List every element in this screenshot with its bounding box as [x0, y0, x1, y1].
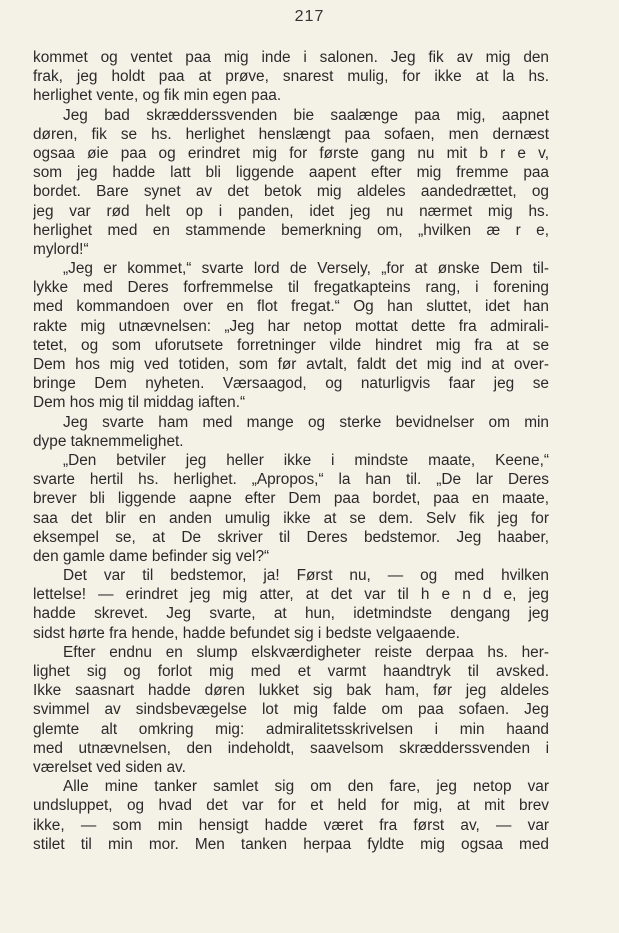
text-line: Efter endnu en slump elskværdigheter reiste derpaa hs. her-: [63, 643, 549, 661]
text-line: saa det blir en anden umulig ikke at se dem. Selv fik jeg for: [33, 509, 549, 527]
text-line: bringe Dem nyheten. Værsaagod, og naturligvis faar jeg se: [33, 375, 549, 393]
text-line: med kommandoen over en flot fregat.“ Og han sluttet, idet han: [33, 298, 549, 316]
text-line: den gamle dame befinder sig vel?“: [33, 547, 270, 565]
text-line: tetet, og som uforutsete forretninger vilde hindret mig fra at se: [33, 336, 549, 354]
text-line: mylord!“: [33, 240, 89, 258]
text-line: rakte mig utnævnelsen: „Jeg har netop mottat dette fra admirali-: [33, 317, 549, 335]
text-line: herlighet vente, og fik min egen paa.: [33, 87, 282, 105]
body-text: [33, 48, 549, 854]
text-line: bordet. Bare synet av det betok mig aldeles aandedrættet, og: [33, 183, 549, 201]
text-line: brever bli liggende aapne efter Dem paa bordet, paa en maate,: [33, 490, 549, 508]
text-line: lighet sig og forlot mig med et varmt haandtryk til avsked.: [33, 663, 549, 680]
text-line: værelset ved siden av.: [33, 758, 186, 776]
text-line: jeg var rød helt op i panden, idet jeg nu nærmet mig hs.: [33, 202, 549, 220]
text-line: kommet og ventet paa mig inde i salonen. Jeg fik av mig den: [33, 49, 549, 66]
text-line: hadde skrevet. Jeg svarte, at hun, idetmindste dengang jeg: [33, 605, 549, 623]
text-line: Jeg bad skrædderssvenden bie saalænge paa mig, aapnet: [63, 106, 549, 124]
text-line: „Den betviler jeg heller ikke i mindste maate, Keene,“: [63, 451, 549, 469]
text-line: herlighet med en stammende bemerkning om, „hvilken æ r e,: [33, 221, 549, 239]
text-line: ogsaa øie paa og erindret mig for første gang nu mit b r e v,: [33, 144, 549, 162]
text-line: frak, jeg holdt paa at prøve, snarest mulig, for ikke at la hs.: [33, 68, 549, 86]
text-line: stilet til min mor. Men tanken herpaa fyldte mig ogsaa med: [33, 835, 549, 853]
text-line: Dem hos mig ved totiden, som før avtalt, faldt det mig ind at over-: [33, 356, 549, 373]
text-line: lettelse! — erindret jeg mig atter, at det var til h e n d e, jeg: [33, 586, 549, 604]
page-number: 217: [294, 8, 325, 25]
text-line: svarte hertil hs. herlighet. „Apropos,“ la han til. „De lar Deres: [33, 471, 549, 489]
text-line: lykke med Deres forfremmelse til fregatkapteins rang, i forening: [33, 279, 549, 297]
text-line: undsluppet, og hvad det var for et held for mig, at mit brev: [33, 797, 549, 815]
text-line: som jeg hadde latt bli liggende aapent efter mig fremme paa: [33, 164, 549, 182]
text-line: dype taknemmelighet.: [33, 432, 184, 450]
text-line: Ikke saasnart hadde døren lukket sig bak ham, før jeg aldeles: [33, 682, 549, 700]
text-line: Jeg svarte ham med mange og sterke bevidnelser om min: [63, 413, 549, 431]
text-line: sidst hørte fra hende, hadde befundet sig i bedste velgaaende.: [33, 624, 460, 642]
text-line: „Jeg er kommet,“ svarte lord de Versely, „for at ønske Dem til-: [63, 260, 549, 278]
text-line: glemte alt omkring mig: admiralitetsskrivelsen i min haand: [33, 720, 549, 738]
text-line: døren, fik se hs. herlighet henslængt paa sofaen, men dernæst: [33, 125, 549, 143]
text-line: med utnævnelsen, den indeholdt, saavelsom skrædderssvenden i: [33, 739, 549, 757]
text-line: Det var til bedstemor, ja! Først nu, — og med hvilken: [63, 567, 549, 585]
text-line: svimmel av sindsbevægelse lot mig falde om paa sofaen. Jeg: [33, 701, 549, 719]
text-line: eksempel se, at De skriver til Deres bedstemor. Jeg haaber,: [33, 528, 549, 546]
text-line: Dem hos mig til middag iaften.“: [33, 394, 246, 412]
text-line: ikke, — som min hensigt hadde været fra først av, — var: [33, 816, 549, 834]
text-line: Alle mine tanker samlet sig om den fare, jeg netop var: [63, 778, 549, 796]
